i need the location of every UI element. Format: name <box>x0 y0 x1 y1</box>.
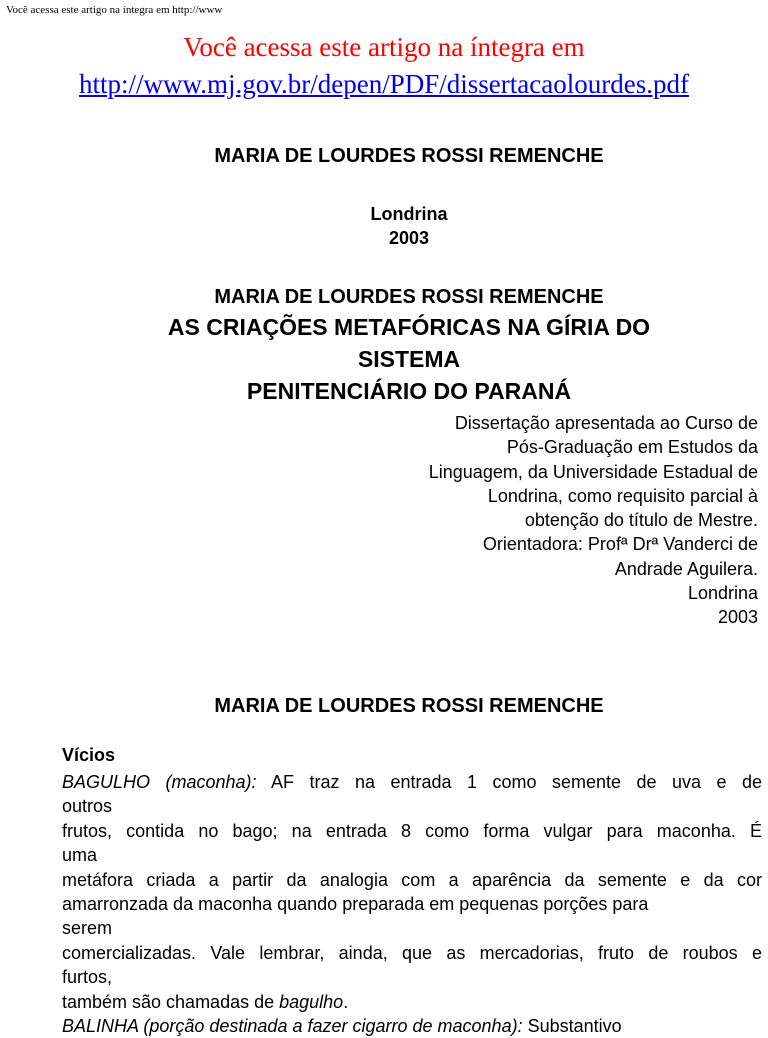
title-line-1: AS CRIAÇÕES METAFÓRICAS NA GÍRIA DO <box>167 314 651 340</box>
text-line: serem <box>62 918 113 939</box>
title-line-2: SISTEMA <box>357 346 461 372</box>
title-line-3: PENITENCIÁRIO DO PARANÁ <box>246 378 572 404</box>
author-name: MARIA DE LOURDES ROSSI REMENCHE <box>214 145 604 167</box>
note-line: obtenção do título de Mestre. <box>524 510 758 531</box>
text-line: amarronzada da maconha quando preparada em pequenas porções para <box>62 894 649 915</box>
text-span: Substantivo <box>522 1016 622 1037</box>
note-line: Pós-Graduação em Estudos da <box>506 437 758 458</box>
access-notice: Você acessa este artigo na íntegra em <box>183 32 585 62</box>
note-line: Dissertação apresentada ao Curso de <box>454 413 758 433</box>
term-bagulho: BAGULHO (maconha): <box>62 772 257 792</box>
year: 2003 <box>388 228 430 248</box>
city: Londrina <box>370 204 448 224</box>
text-span: também são chamadas de <box>62 991 280 1012</box>
text-line: outros <box>62 796 113 817</box>
text-line <box>62 1014 762 1038</box>
note-line: Orientadora: Profª Drª Vanderci de <box>482 534 758 555</box>
section-title: Vícios <box>62 745 116 765</box>
note-line: Londrina <box>687 583 758 604</box>
note-line: 2003 <box>717 607 758 628</box>
text-line: metáfora criada a partir da analogia com a aparência da semente e da cor <box>62 869 762 890</box>
dissertation-note <box>429 411 758 630</box>
text-line: furtos, <box>62 967 113 988</box>
note-line: Londrina, como requisito parcial à <box>487 485 758 506</box>
note-line: Linguagem, da Universidade Estadual de <box>428 461 758 482</box>
body-paragraph <box>62 770 762 1038</box>
text-span: AF traz na entrada 1 como semente de uva e de <box>256 772 763 792</box>
page-header-note: Você acessa este artigo na íntegra em http://www <box>6 4 223 16</box>
dissertation-link[interactable]: http://www.mj.gov.br/depen/PDF/dissertacaolourdes.pdf <box>79 69 689 99</box>
text-line <box>62 990 762 1014</box>
author-name-2: MARIA DE LOURDES ROSSI REMENCHE <box>214 286 604 308</box>
text-line: uma <box>62 845 98 866</box>
term-bagulho-inline: bagulho <box>279 991 344 1012</box>
term-balinha: BALINHA (porção destinada a fazer cigarro de maconha): <box>62 1016 523 1037</box>
author-name-3: MARIA DE LOURDES ROSSI REMENCHE <box>214 695 604 717</box>
text-line: frutos, contida no bago; na entrada 8 como forma vulgar para maconha. É <box>62 820 762 841</box>
text-line: comercializadas. Vale lembrar, ainda, que as mercadorias, fruto de roubos e <box>62 942 762 963</box>
text-line <box>62 770 762 794</box>
note-line: Andrade Aguilera. <box>614 558 758 579</box>
text-span: . <box>343 991 349 1012</box>
